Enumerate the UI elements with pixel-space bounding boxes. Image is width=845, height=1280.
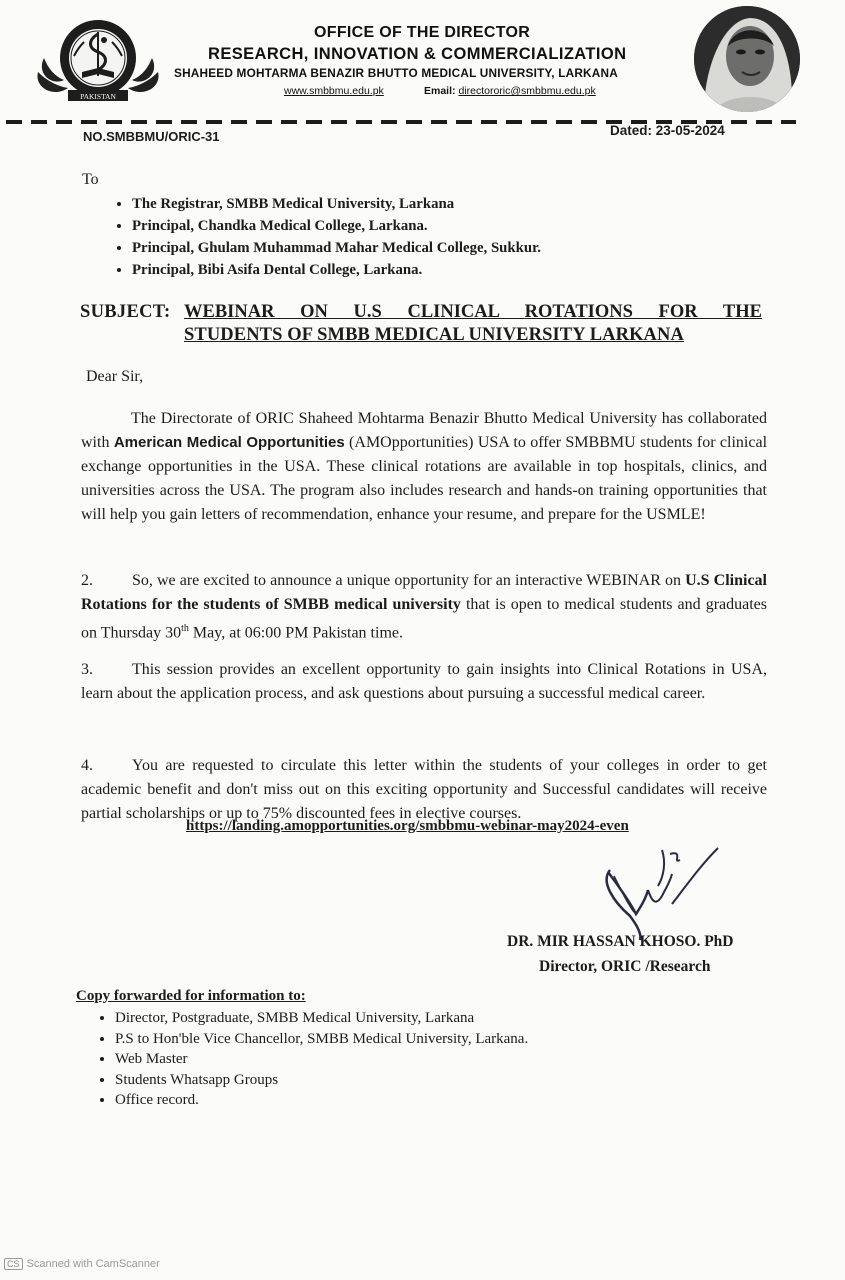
list-item: • Students Whatsapp Groups — [115, 1070, 528, 1091]
website-link[interactable]: www.smbbmu.edu.pk — [284, 85, 384, 97]
reference-number: NO.SMBBMU/ORIC-31 — [83, 129, 220, 144]
webinar-title: U.S Clinical Rotations for the students of SMBB medical university — [81, 572, 767, 613]
copy-forwarded-list — [90, 1008, 528, 1111]
signature-mark — [600, 842, 730, 942]
paragraph-3-text: This session provides an excellent opportunity to gain insights into Clinical Rotations in USA, learn about the application process, and ask questions about pursuing a successful medical career. — [81, 661, 767, 702]
subject-line-1: WEBINAR ON U.S CLINICAL ROTATIONS FOR THE — [184, 302, 762, 322]
recipient-item: • Principal, Chandka Medical College, Larkana. — [132, 215, 541, 237]
paragraph-number: 2. — [81, 572, 93, 589]
list-item: • Director, Postgraduate, SMBB Medical University, Larkana — [115, 1008, 528, 1029]
email-label: Email: — [424, 85, 456, 97]
copy-forwarded-heading: Copy forwarded for information to: — [76, 988, 306, 1004]
paragraph-4-text: You are requested to circulate this letter within the students of your colleges in order to get academic benefit and don't miss out on this exciting opportunity and Successful candidates will receive partial scholarships or up to 75% discounted fees in elective courses. — [81, 757, 767, 822]
recipient-item: • Principal, Bibi Asifa Dental College, Larkana. — [132, 259, 541, 281]
registration-link[interactable]: https://landing.amopportunities.org/smbbmu-webinar-may2024-even — [186, 818, 629, 834]
paragraph-2-text-c: that is open to medical students and graduates on Thursday 30 — [81, 596, 767, 642]
subject-line-2: STUDENTS OF SMBB MEDICAL UNIVERSITY LARKANA — [184, 325, 684, 345]
paragraph-2 — [81, 569, 767, 645]
camscanner-icon: CS — [4, 1258, 23, 1270]
to-label: To — [82, 171, 99, 188]
university-name: SHAHEED MOHTARMA BENAZIR BHUTTO MEDICAL UNIVERSITY, LARKANA — [174, 66, 618, 80]
partner-name: American Medical Opportunities — [113, 434, 345, 451]
office-title: OFFICE OF THE DIRECTOR — [314, 24, 531, 41]
paragraph-1-text-c: (AMOpportunities) USA to offer SMBBMU students for clinical exchange opportunities in the USA. These clinical rotations are available in top hospitals, clinics, and universities across the USA. The program also includes research and hands-on training opportunities that will help you gain letters of recommendation, enhance your resume, and prepare for the USMLE! — [81, 434, 768, 523]
logo-caption: PAKISTAN — [80, 92, 116, 101]
list-item: • P.S to Hon'ble Vice Chancellor, SMBB Medical University, Larkana. — [115, 1029, 528, 1050]
date-superscript: th — [181, 623, 189, 634]
recipient-item: • Principal, Ghulam Muhammad Mahar Medical College, Sukkur. — [132, 237, 541, 259]
portrait-photo — [694, 6, 800, 112]
salutation: Dear Sir, — [86, 368, 144, 385]
paragraph-2-text-d: May, at 06:00 PM Pakistan time. — [188, 624, 403, 642]
signatory-title: Director, ORIC /Research — [539, 958, 711, 975]
subject-label: SUBJECT: — [80, 302, 171, 322]
scanner-text: Scanned with CamScanner — [26, 1258, 160, 1270]
recipient-list — [108, 193, 541, 281]
paragraph-4 — [81, 754, 767, 826]
list-item: • Office record. — [115, 1090, 528, 1111]
signatory-name: DR. MIR HASSAN KHOSO. PhD — [507, 933, 734, 950]
list-item: • Web Master — [115, 1049, 528, 1070]
email-link[interactable]: directororic@smbbmu.edu.pk — [458, 85, 596, 97]
email-line — [424, 85, 596, 97]
university-logo-icon — [34, 14, 162, 106]
letter-date: Dated: 23-05-2024 — [610, 123, 725, 138]
department-title: RESEARCH, INNOVATION & COMMERCIALIZATION — [208, 45, 627, 63]
paragraph-2-text-a: So, we are excited to announce a unique opportunity for an interactive WEBINAR on — [132, 572, 686, 589]
paragraph-1 — [81, 407, 767, 527]
recipient-item: • The Registrar, SMBB Medical University, Larkana — [132, 193, 541, 215]
paragraph-number: 4. — [81, 757, 93, 774]
paragraph-number: 3. — [81, 661, 93, 678]
paragraph-1-text-a: The Directorate of ORIC Shaheed Mohtarma Benazir Bhutto Medical University has collaborated with — [81, 410, 767, 451]
paragraph-3 — [81, 658, 767, 706]
scanner-watermark — [4, 1258, 160, 1270]
